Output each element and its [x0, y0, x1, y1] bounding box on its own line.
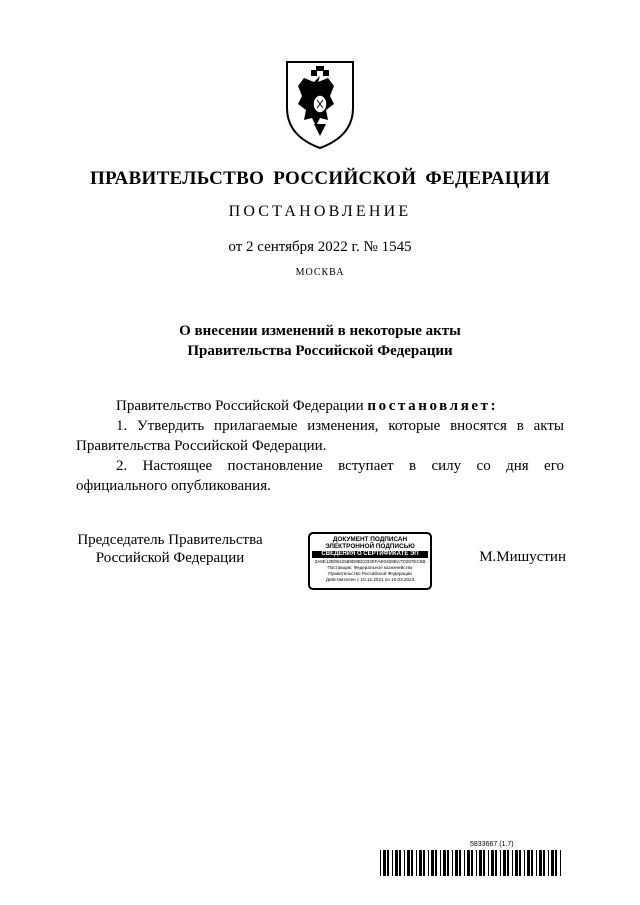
document-subject [0, 321, 640, 361]
esign-owner: Правительство Российской Федерации [328, 571, 412, 576]
item-1: 1. Утвердить прилагаемые изменения, которые вносятся в акты Правительства Российской Федерации. [76, 418, 564, 454]
intro-text: Правительство Российской Федерации [116, 398, 364, 414]
signer-title-line-1: Председатель Правительства [77, 532, 263, 548]
esign-heading-2: ЭЛЕКТРОННОЙ ПОДПИСЬЮ [325, 543, 415, 550]
resolves-word: постановляет: [367, 398, 499, 414]
signer-title [70, 531, 270, 567]
item-2: 2. Настоящее постановление вступает в силу со дня его официального опубликования. [76, 458, 564, 494]
coat-of-arms-icon [281, 58, 359, 152]
electronic-signature-stamp [308, 532, 432, 590]
government-title: ПРАВИТЕЛЬСТВО РОССИЙСКОЙ ФЕДЕРАЦИИ [89, 168, 551, 189]
document-type: ПОСТАНОВЛЕНИЕ [228, 203, 412, 220]
esign-supplier: Поставщик: Федеральное казначейство [327, 565, 413, 570]
date-and-number: от 2 сентября 2022 г. № 1545 [228, 239, 412, 255]
city: МОСКВА [295, 267, 345, 278]
esign-heading-1: ДОКУМЕНТ ПОДПИСАН [332, 536, 408, 543]
document-code: 5833667 (1.7) [470, 841, 514, 848]
subject-line-1: О внесении изменений в некоторые акты [179, 323, 461, 339]
barcode-icon [380, 850, 565, 876]
esign-validity: Действителен с 10.12.2021 по 10.03.2023 [325, 577, 415, 582]
intro-paragraph [76, 396, 564, 416]
esign-certificate-bar: СВЕДЕНИЯ О СЕРТИФИКАТЕ ЭП [312, 551, 428, 558]
subject-line-2: Правительства Российской Федерации [187, 343, 453, 359]
signer-title-line-2: Российской Федерации [95, 550, 245, 566]
esign-certificate-id: 3A6E12B0542588D8BC032EFAE0408BA7D297EC6B [314, 559, 426, 564]
signer-name: М.Мишустин [479, 549, 566, 565]
